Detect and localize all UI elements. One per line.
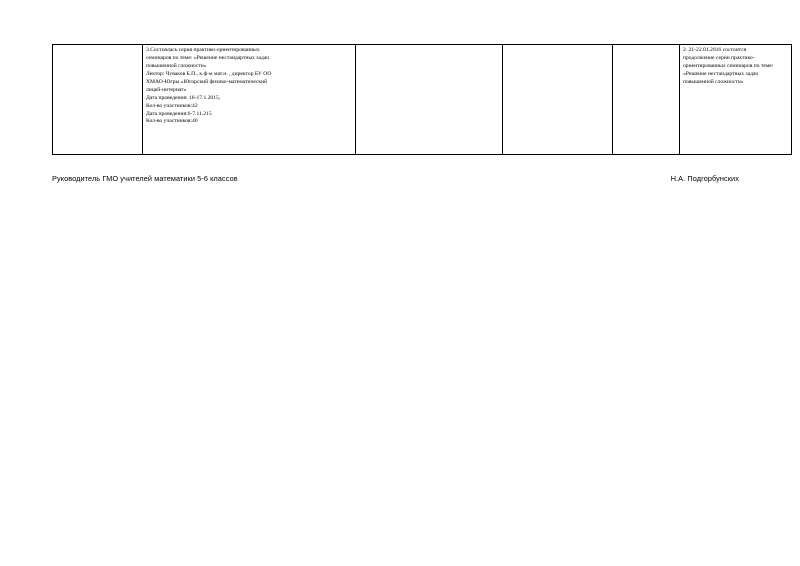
table-cell-col4 bbox=[503, 45, 613, 155]
table-row bbox=[53, 45, 792, 155]
signature-role: Руководитель ГМО учителей математики 5-6 классов bbox=[52, 174, 238, 183]
cell-line: ХМАО-Югры «Югорский физико-математический bbox=[146, 78, 268, 85]
table-body bbox=[53, 45, 792, 155]
cell-content-empty-3 bbox=[359, 47, 499, 152]
cell-line: «Решение нестандартных задач bbox=[683, 70, 759, 77]
cell-line: семинаров по теме: «Решение нестандартных задач bbox=[146, 54, 269, 61]
signature-block bbox=[52, 174, 749, 183]
content-table bbox=[52, 44, 792, 155]
cell-content-empty-1 bbox=[56, 47, 139, 152]
cell-content-seminars bbox=[146, 47, 352, 126]
cell-line: повышенной сложности» bbox=[146, 62, 207, 69]
table-cell-col3 bbox=[356, 45, 503, 155]
cell-line: ориентированных семинаров по теме: bbox=[683, 62, 774, 69]
cell-line: продолжение серии практико- bbox=[683, 54, 755, 61]
table-cell-col2 bbox=[143, 45, 356, 155]
cell-content-plans bbox=[683, 47, 788, 87]
cell-line: Кол-во участников:42 bbox=[146, 102, 198, 109]
cell-line: лицей-интернат» bbox=[146, 86, 187, 93]
table-cell-col6 bbox=[680, 45, 792, 155]
cell-line: 2. 21-22.01.2016 состоится bbox=[683, 47, 747, 53]
cell-content-empty-5 bbox=[616, 47, 676, 152]
cell-line: повышенной сложности» bbox=[683, 78, 744, 85]
cell-line: Дата проведения:6-7.11.215 bbox=[146, 110, 212, 117]
cell-content-empty-4 bbox=[506, 47, 609, 152]
cell-line: Лектор: Чуваков Б.П., к.ф-м мат.н. , директор БУ ОО bbox=[146, 70, 272, 77]
cell-line: Дата проведения: 16-17.1.2015, bbox=[146, 94, 221, 101]
signature-name: Н.А. Подгорбунских bbox=[670, 174, 739, 183]
cell-line: 3.Состоялась серия практико-ориентированных bbox=[146, 47, 260, 53]
table-cell-col5 bbox=[613, 45, 680, 155]
table-cell-col1 bbox=[53, 45, 143, 155]
cell-line: Кол-во участников:40 bbox=[146, 118, 198, 125]
